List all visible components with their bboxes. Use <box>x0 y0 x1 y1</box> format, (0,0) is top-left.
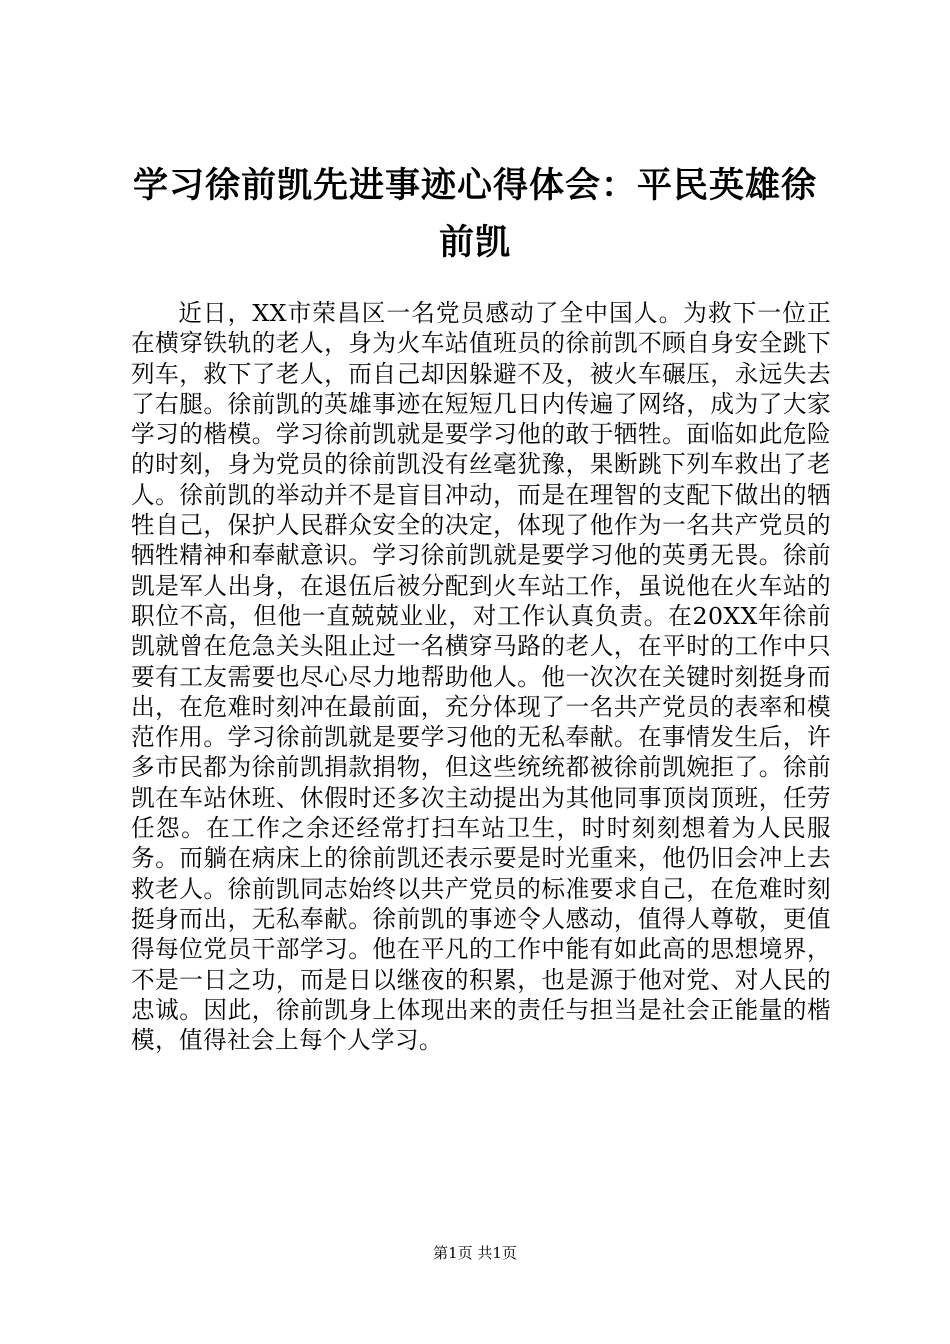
document-body: 近日，XX市荣昌区一名党员感动了全中国人。为救下一位正在横穿铁轨的老人，身为火车站值班员的徐前凯不顾自身安全跳下列车，救下了老人，而自己却因躲避不及，被火车碾压，永远失去了右腿。徐前凯的英雄事迹在短短几日内传遍了网络，成为了大家学习的楷模。学习徐前凯就是要学习他的敢于牺牲。面临如此危险的时刻，身为党员的徐前凯没有丝毫犹豫，果断跳下列车救出了老人。徐前凯的举动并不是盲目冲动，而是在理智的支配下做出的牺牲自己，保护人民群众安全的决定，体现了他作为一名共产党员的牺牲精神和奉献意识。学习徐前凯就是要学习他的英勇无畏。徐前凯是军人出身，在退伍后被分配到火车站工作，虽说他在火车站的职位不高，但他一直兢兢业业，对工作认真负责。在20XX年徐前凯就曾在危急关头阻止过一名横穿马路的老人，在平时的工作中只要有工友需要也尽心尽力地帮助他人。他一次次在关键时刻挺身而出，在危难时刻冲在最前面，充分体现了一名共产党员的表率和模范作用。学习徐前凯就是要学习他的无私奉献。在事情发生后，许多市民都为徐前凯捐款捐物，但这些统统都被徐前凯婉拒了。徐前凯在车站休班、休假时还多次主动提出为其他同事顶岗顶班，任劳任怨。在工作之余还经常打扫车站卫生，时时刻刻想着为人民服务。而躺在病床上的徐前凯还表示要是时光重来，他仍旧会冲上去救老人。徐前凯同志始终以共产党员的标准要求自己，在危难时刻挺身而出，无私奉献。徐前凯的事迹令人感动，值得人尊敬，更值得每位党员干部学习。他在平凡的工作中能有如此高的思想境界，不是一日之功，而是日以继夜的积累，也是源于他对党、对人民的忠诚。因此，徐前凯身上体现出来的责任与担当是社会正能量的楷模，值得社会上每个人学习。 <box>131 299 831 1055</box>
page-footer: 第1页 共1页 <box>433 1244 517 1262</box>
document-title: 学习徐前凯先进事迹心得体会：平民英雄徐前凯 <box>132 166 817 263</box>
